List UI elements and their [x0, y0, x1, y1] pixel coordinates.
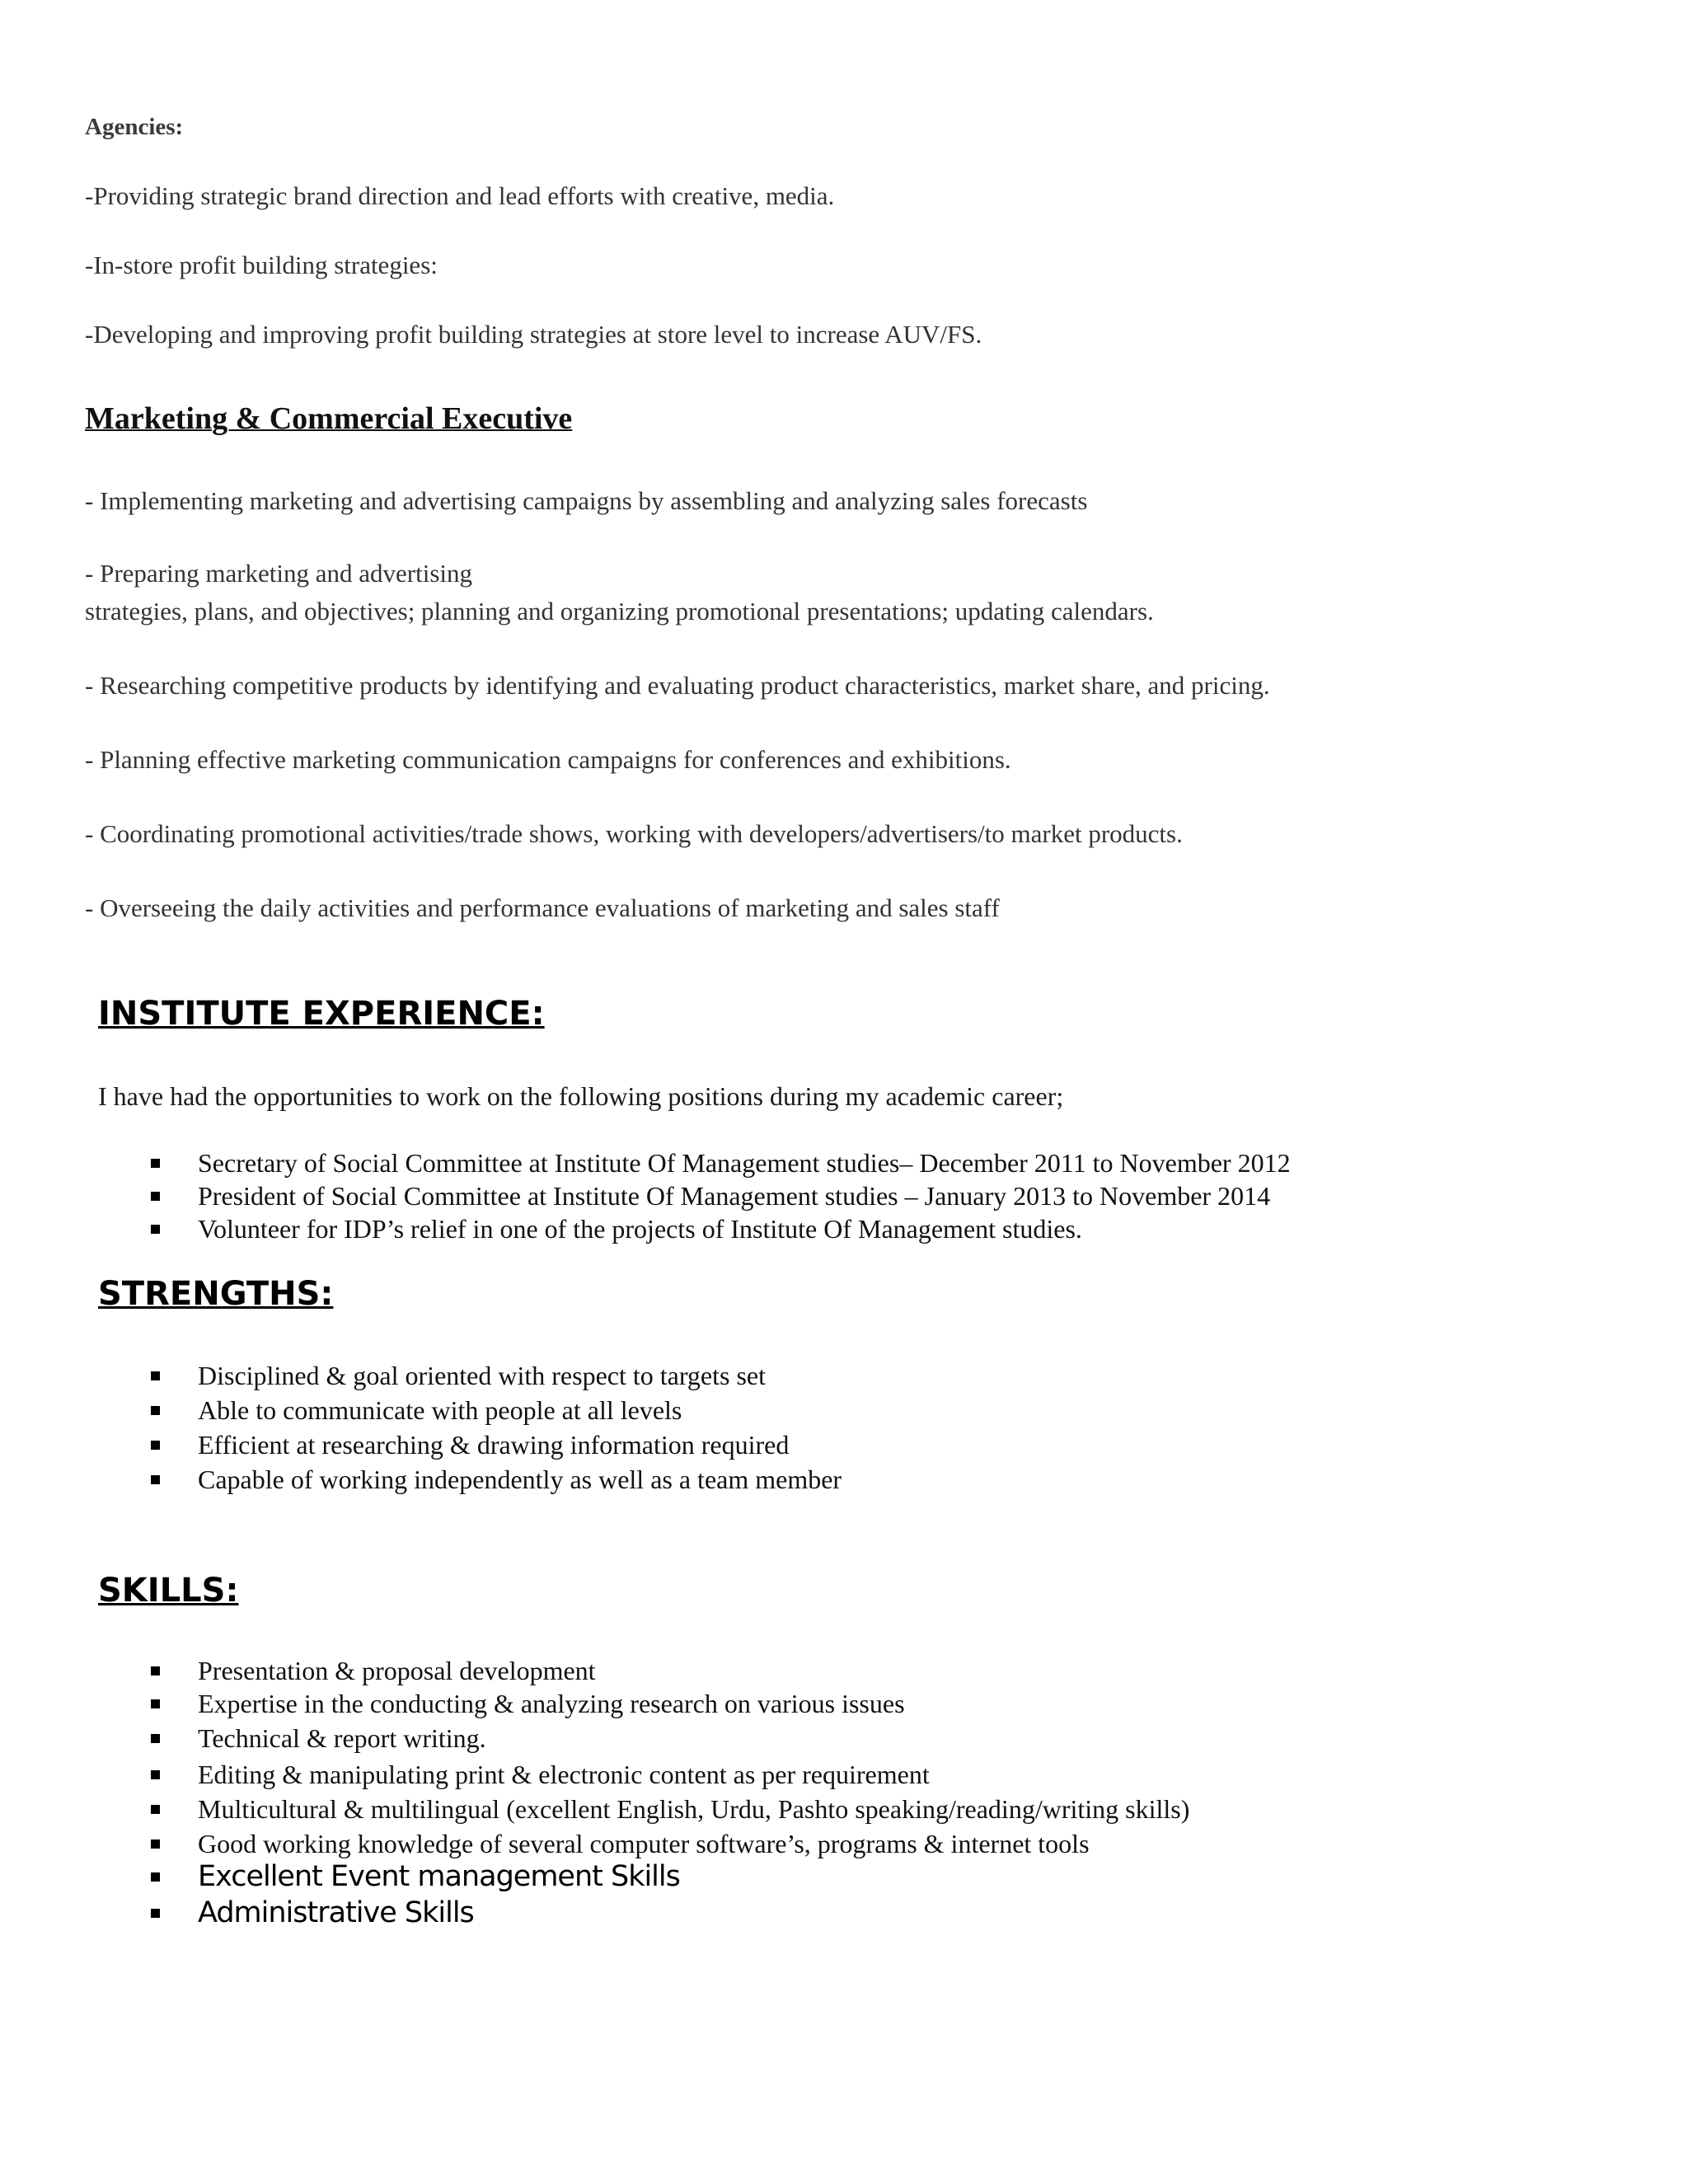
bullet-square-icon — [151, 1840, 160, 1849]
marketing-line: - Planning effective marketing communication campaigns for conferences and exhibitions. — [85, 745, 1011, 774]
strength-item-text: Efficient at researching & drawing information required — [198, 1430, 790, 1460]
skill-item-text: Technical & report writing. — [198, 1723, 486, 1753]
institute-item-text: Secretary of Social Committee at Institute Of Management studies– December 2011 to November 2012 — [198, 1148, 1291, 1178]
bullet-square-icon — [151, 1371, 160, 1380]
marketing-line: - Overseeing the daily activities and performance evaluations of marketing and sales staff — [85, 893, 1000, 922]
bullet-square-icon — [151, 1441, 160, 1450]
skill-item-text: Presentation & proposal development — [198, 1656, 596, 1685]
institute-item-text: Volunteer for IDP’s relief in one of the projects of Institute Of Management studies. — [198, 1214, 1082, 1244]
strength-item-text: Disciplined & goal oriented with respect to targets set — [198, 1361, 767, 1390]
strength-item-text: Able to communicate with people at all levels — [198, 1395, 682, 1425]
agency-line: -Developing and improving profit building strategies at store level to increase AUV/FS. — [85, 320, 982, 349]
marketing-line: - Researching competitive products by identifying and evaluating product characteristics, market share, and pricing. — [85, 671, 1270, 700]
skill-item-text: Good working knowledge of several computer software’s, programs & internet tools — [198, 1829, 1090, 1858]
skills-heading: SKILLS: — [98, 1572, 239, 1610]
institute-intro: I have had the opportunities to work on the following positions during my academic career; — [98, 1081, 1064, 1111]
skill-item-text: Administrative Skills — [198, 1896, 474, 1929]
bullet-square-icon — [151, 1909, 160, 1918]
agencies-heading: Agencies: — [85, 114, 184, 140]
marketing-line: - Coordinating promotional activities/trade shows, working with developers/advertisers/to market products. — [85, 819, 1183, 848]
bullet-square-icon — [151, 1192, 160, 1201]
institute-item-text: President of Social Committee at Institute Of Management studies – January 2013 to November 2014 — [198, 1181, 1271, 1211]
agency-line: -Providing strategic brand direction and lead efforts with creative, media. — [85, 181, 835, 210]
strengths-heading: STRENGTHS: — [98, 1275, 334, 1313]
marketing-heading: Marketing & Commercial Executive — [85, 401, 573, 436]
skill-item-text: Excellent Event management Skills — [198, 1860, 680, 1893]
bullet-square-icon — [151, 1225, 160, 1234]
skill-item-text: Multicultural & multilingual (excellent English, Urdu, Pashto speaking/reading/writing skills) — [198, 1794, 1190, 1824]
agency-line: -In-store profit building strategies: — [85, 251, 438, 279]
bullet-square-icon — [151, 1734, 160, 1743]
skill-item-text: Expertise in the conducting & analyzing research on various issues — [198, 1689, 905, 1718]
bullet-square-icon — [151, 1699, 160, 1708]
strength-item-text: Capable of working independently as well as a team member — [198, 1465, 842, 1494]
bullet-square-icon — [151, 1770, 160, 1779]
skill-item-text: Editing & manipulating print & electronic content as per requirement — [198, 1760, 930, 1789]
bullet-square-icon — [151, 1475, 160, 1484]
institute-heading: INSTITUTE EXPERIENCE: — [98, 995, 545, 1033]
marketing-line: strategies, plans, and objectives; planning and organizing promotional presentations; updating calendars. — [85, 597, 1154, 626]
bullet-square-icon — [151, 1805, 160, 1814]
bullet-square-icon — [151, 1872, 160, 1882]
bullet-square-icon — [151, 1406, 160, 1415]
marketing-line: - Implementing marketing and advertising campaigns by assembling and analyzing sales forecasts — [85, 486, 1088, 515]
marketing-line: - Preparing marketing and advertising — [85, 559, 473, 588]
bullet-square-icon — [151, 1159, 160, 1168]
bullet-square-icon — [151, 1666, 160, 1675]
